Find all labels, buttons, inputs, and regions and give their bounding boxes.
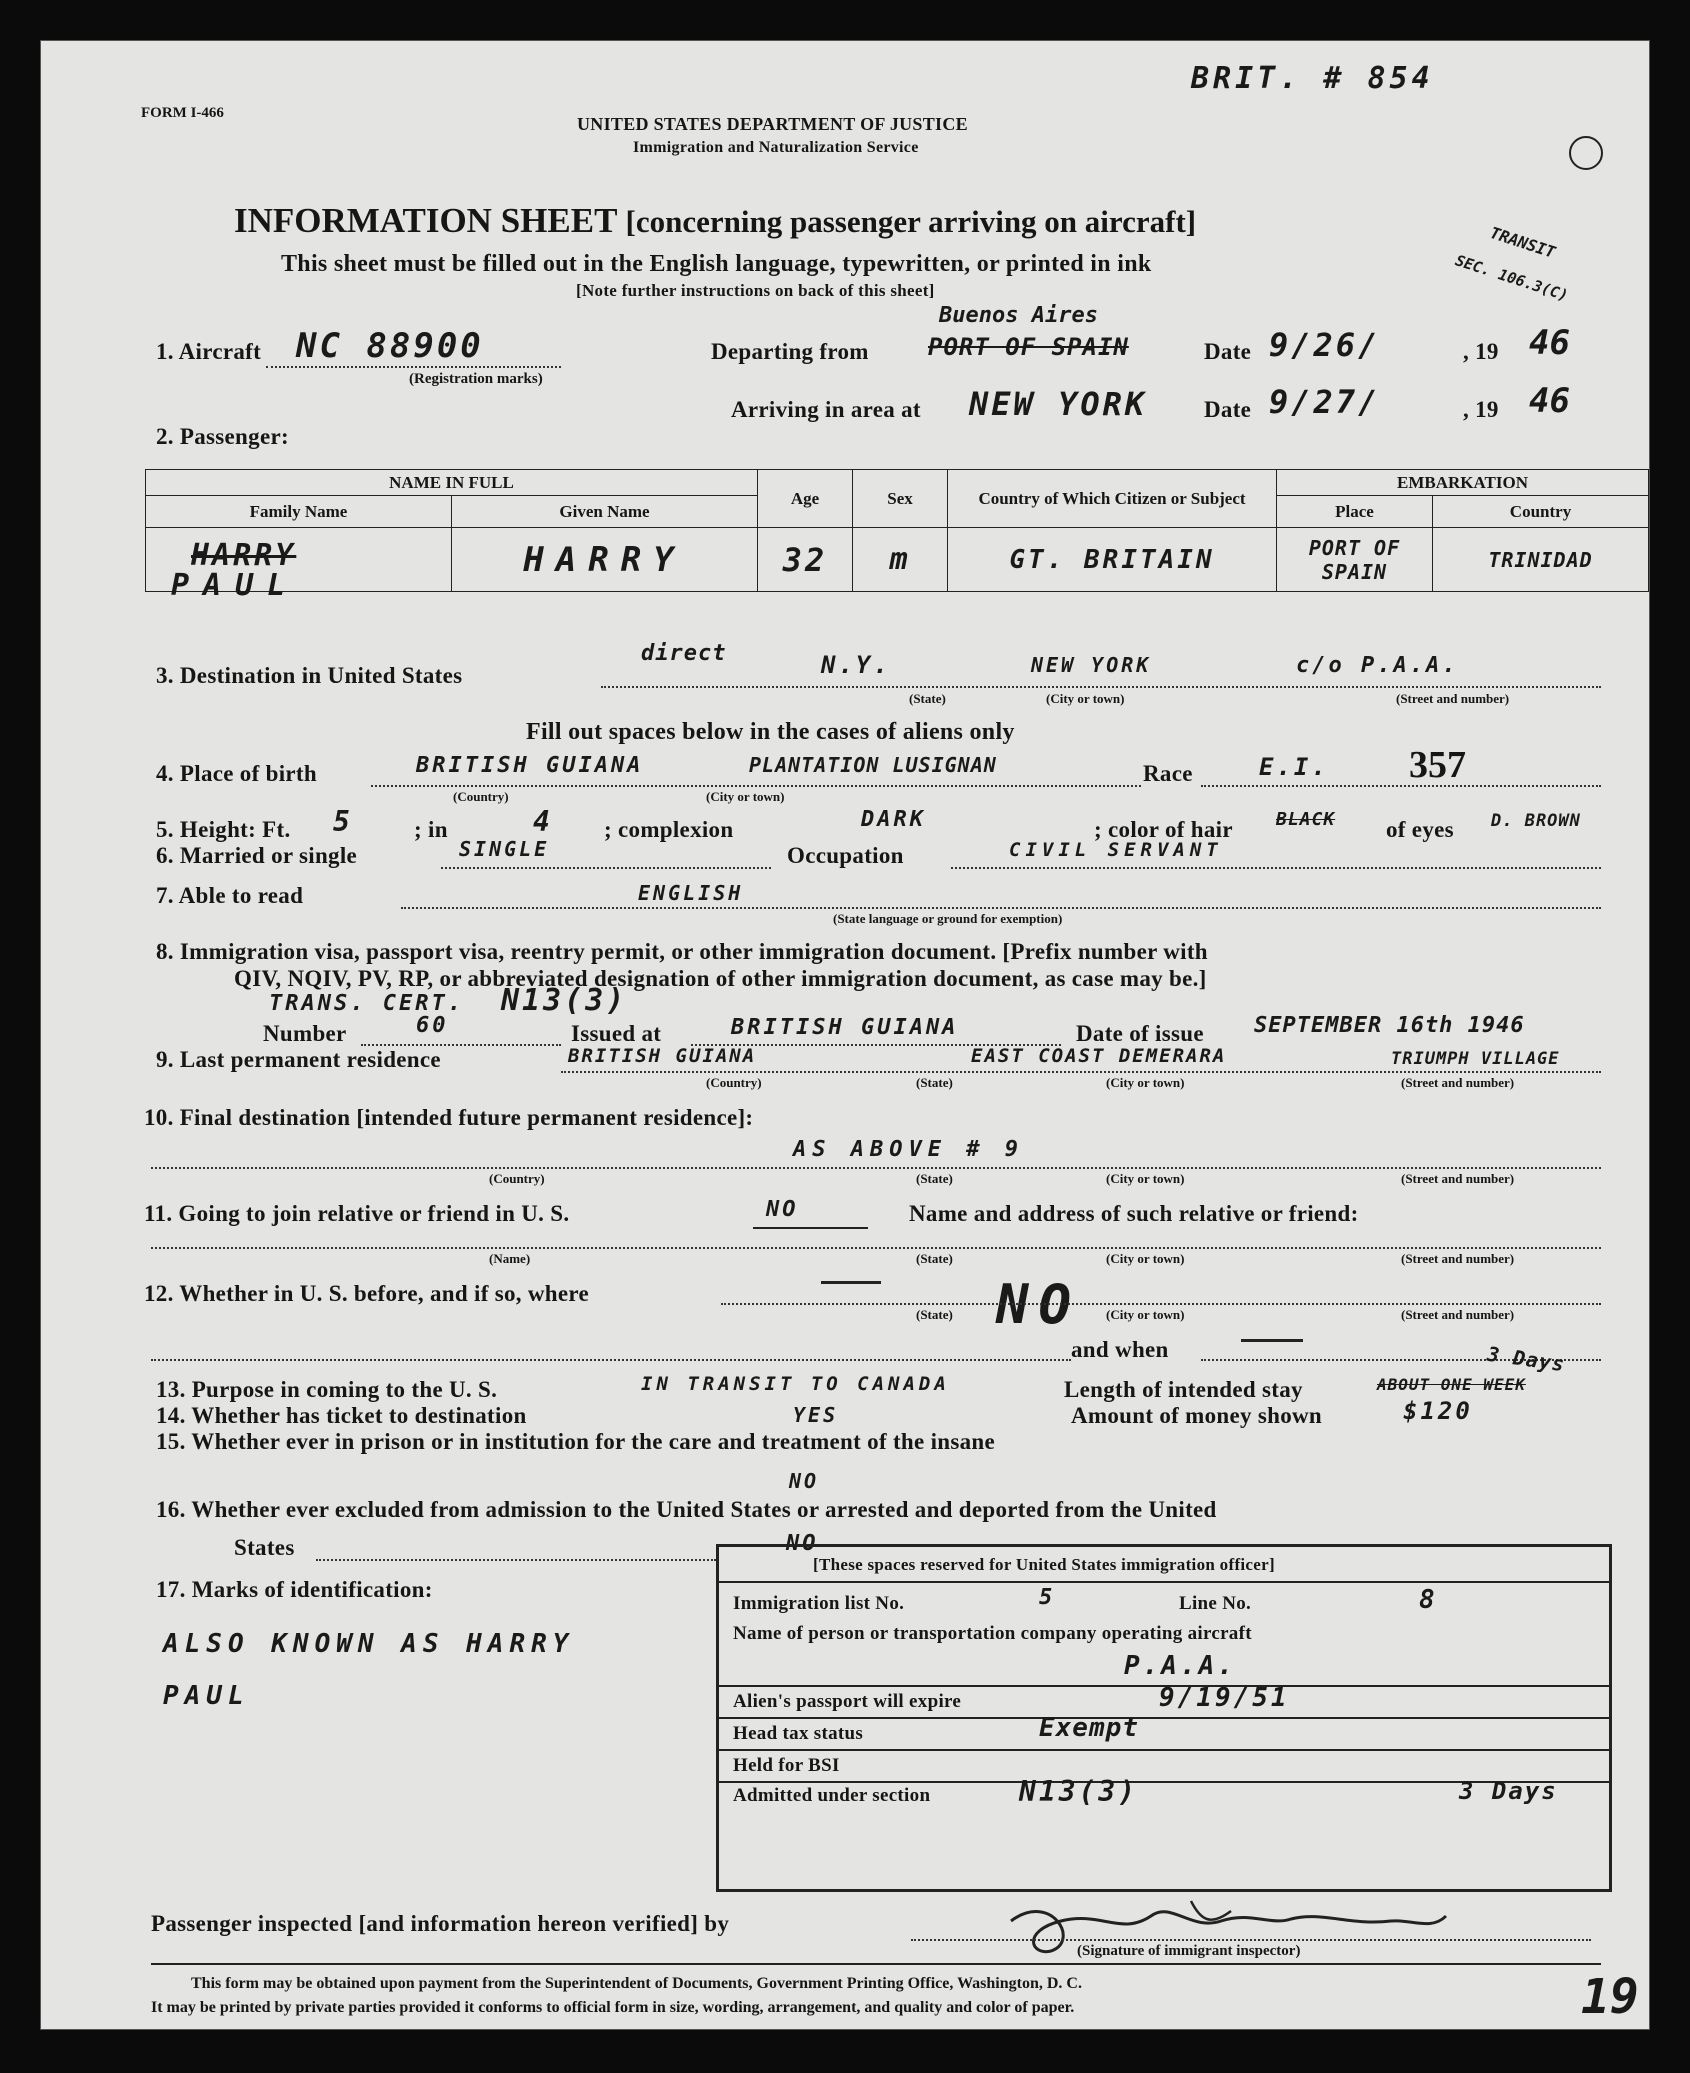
brit-number: BRIT. # 854 <box>1191 61 1434 96</box>
family-name-struck: HARRY <box>191 538 297 573</box>
money-label: Amount of money shown <box>1071 1403 1323 1428</box>
given-name-header: Given Name <box>452 496 758 528</box>
residence-country: BRITISH GUIANA <box>568 1045 757 1067</box>
aliens-heading: Fill out spaces below in the cases of aliens only <box>526 719 1015 745</box>
given-name-value: HARRY <box>523 539 686 580</box>
sex-cell <box>853 528 948 592</box>
stay-struck: ABOUT ONE WEEK <box>1377 1375 1526 1394</box>
inspected-label: Passenger inspected [and information hereon verified] by <box>151 1911 730 1936</box>
money-value: $120 <box>1403 1397 1473 1425</box>
arrive-date: 9/27/ <box>1269 383 1381 421</box>
caption-name-11: (Name) <box>489 1251 531 1266</box>
emb-country-value: TRINIDAD <box>1488 547 1593 572</box>
previous-visit-label: 12. Whether in U. S. before, and if so, where <box>144 1281 589 1306</box>
ticket-label: 14. Whether has ticket to destination <box>156 1403 527 1428</box>
excluded-value: NO <box>786 1531 819 1556</box>
depart-date: 9/26/ <box>1269 326 1381 364</box>
arrive-year: 46 <box>1529 381 1570 421</box>
department-name: UNITED STATES DEPARTMENT OF JUSTICE <box>577 114 968 134</box>
sex-header: Sex <box>853 470 948 528</box>
race-value: E.I. <box>1259 753 1329 781</box>
previous-visit-value: NO <box>996 1273 1082 1336</box>
issued-label: Issued at <box>571 1021 662 1046</box>
issued-value: BRITISH GUIANA <box>731 1015 959 1040</box>
officer-heading: [These spaces reserved for United States immigration officer] <box>813 1555 1275 1574</box>
form-title <box>234 201 1196 241</box>
family-name-cell <box>146 528 452 603</box>
race-code: 357 <box>1409 744 1466 786</box>
caption-state: (State) <box>909 691 946 706</box>
destination-state: N.Y. <box>821 651 891 679</box>
officer-box <box>716 1544 1612 1892</box>
caption-city: (City or town) <box>1046 691 1125 706</box>
family-name-corrected: PAUL <box>171 568 300 603</box>
passenger-table <box>145 469 1649 603</box>
list-label: Immigration list No. <box>733 1593 905 1614</box>
visa-label-1: 8. Immigration visa, passport visa, reentry permit, or other immigration document. [Prefix number with <box>156 939 1208 964</box>
caption-city-birth: (City or town) <box>706 789 785 804</box>
tax-label: Head tax status <box>733 1723 864 1744</box>
caption-state-11: (State) <box>916 1251 953 1266</box>
final-destination-label: 10. Final destination [intended future permanent residence]: <box>144 1105 754 1130</box>
read-caption: (State language or ground for exemption) <box>833 911 1063 926</box>
embarkation-header: EMBARKATION <box>1277 470 1649 496</box>
birth-label: 4. Place of birth <box>156 761 317 786</box>
title-sub: [concerning passenger arriving on aircraft] <box>625 204 1197 239</box>
excluded-label-2: States <box>234 1535 295 1560</box>
departing-label: Departing from <box>711 339 869 364</box>
hair-value: BLACK <box>1276 809 1336 830</box>
occupation-label: Occupation <box>787 843 904 868</box>
departing-correction: Buenos Aires <box>939 303 1098 328</box>
caption-street-9: (Street and number) <box>1401 1075 1515 1090</box>
citizen-header: Country of Which Citizen or Subject <box>948 470 1277 528</box>
form-note: [Note further instructions on back of this sheet] <box>576 281 935 300</box>
given-name-cell <box>452 528 758 592</box>
marks-value-1: ALSO KNOWN AS HARRY <box>163 1629 575 1659</box>
bsi-label: Held for BSI <box>733 1755 840 1776</box>
depart-year: 46 <box>1529 323 1570 363</box>
marital-label: 6. Married or single <box>156 843 358 868</box>
previous-visit-dash <box>821 1281 881 1284</box>
and-when-dash <box>1241 1339 1303 1342</box>
arrive-year-prefix: , 19 <box>1463 397 1499 422</box>
family-name-header: Family Name <box>146 496 452 528</box>
line-value: 8 <box>1419 1585 1438 1615</box>
arriving-label: Arriving in area at <box>731 397 921 422</box>
race-label: Race <box>1143 761 1193 786</box>
residence-label: 9. Last permanent residence <box>156 1047 441 1072</box>
footer-note-1: This form may be obtained upon payment from the Superintendent of Documents, Government Printing Office, Washington, D. C. <box>191 1975 1082 1992</box>
section-note: SEC. 106.3(C) <box>1453 251 1571 305</box>
doc-number: 60 <box>416 1013 449 1038</box>
caption-street-11: (Street and number) <box>1401 1251 1515 1266</box>
service-name: Immigration and Naturalization Service <box>633 139 919 156</box>
stay-label: Length of intended stay <box>1064 1377 1303 1402</box>
caption-state-9: (State) <box>916 1075 953 1090</box>
join-relative-underline <box>753 1227 868 1229</box>
transit-note: TRANSIT <box>1487 223 1558 262</box>
footer-note-2: It may be printed by private parties provided it conforms to official form in size, wording, arrangement, and quality and color of paper. <box>151 1999 1075 2016</box>
admitted-label: Admitted under section <box>733 1785 931 1806</box>
place-line-2: SPAIN <box>1321 559 1388 584</box>
inches-label: ; in <box>414 817 448 842</box>
height-ft: 5 <box>333 805 353 838</box>
purpose-label: 13. Purpose in coming to the U. S. <box>156 1377 498 1402</box>
caption-state-10: (State) <box>916 1171 953 1186</box>
doc-number-label: Number <box>263 1021 347 1046</box>
depart-year-prefix: , 19 <box>1463 339 1499 364</box>
caption-country: (Country) <box>453 789 509 804</box>
form-sheet <box>40 40 1650 2030</box>
destination-street: c/o P.A.A. <box>1296 653 1459 678</box>
stay-corrected: 3 Days <box>1485 1341 1567 1377</box>
title-main: INFORMATION SHEET <box>234 201 617 240</box>
admitted-days: 3 Days <box>1459 1777 1558 1805</box>
caption-street-10: (Street and number) <box>1401 1171 1515 1186</box>
height-in: 4 <box>533 805 553 838</box>
list-value: 5 <box>1039 1585 1056 1610</box>
caption-state-12: (State) <box>916 1307 953 1322</box>
read-label: 7. Able to read <box>156 883 304 908</box>
emb-country-cell <box>1433 528 1649 592</box>
passport-value: 9/19/51 <box>1159 1683 1290 1713</box>
aircraft-value: NC 88900 <box>296 326 484 366</box>
caption-city-12: (City or town) <box>1106 1307 1185 1322</box>
page-mark: 19 <box>1581 1969 1639 2025</box>
marital-value: SINGLE <box>459 837 550 861</box>
registration-caption: (Registration marks) <box>409 371 543 387</box>
destination-direct: direct <box>641 641 727 666</box>
caption-street: (Street and number) <box>1396 691 1510 706</box>
read-value: ENGLISH <box>638 881 744 905</box>
passport-label: Alien's passport will expire <box>733 1691 962 1712</box>
age-header: Age <box>758 470 853 528</box>
excluded-label-1: 16. Whether ever excluded from admission to the United States or arrested and deported from the United <box>156 1497 1217 1522</box>
caption-street-12: (Street and number) <box>1401 1307 1515 1322</box>
place-header: Place <box>1277 496 1433 528</box>
residence-street: TRIUMPH VILLAGE <box>1391 1049 1560 1069</box>
place-cell <box>1277 528 1433 592</box>
join-relative-label: 11. Going to join relative or friend in U. S. <box>144 1201 570 1226</box>
issue-date-label: Date of issue <box>1076 1021 1204 1046</box>
arriving-value: NEW YORK <box>969 385 1148 423</box>
caption-city-10: (City or town) <box>1106 1171 1185 1186</box>
doc-code: N13(3) <box>501 983 628 1018</box>
line-label: Line No. <box>1179 1593 1252 1614</box>
admitted-value: N13(3) <box>1019 1775 1139 1808</box>
visa-label-2: QIV, NQIV, PV, RP, or abbreviated designation of other immigration document, as case may be.] <box>234 966 1207 991</box>
final-destination-value: AS ABOVE # 9 <box>793 1137 1024 1162</box>
marks-label: 17. Marks of identification: <box>156 1577 433 1602</box>
form-number: FORM I-466 <box>141 105 224 121</box>
citizen-value: GT. BRITAIN <box>1009 544 1215 575</box>
marks-value-2: PAUL <box>163 1681 250 1711</box>
place-line-1: PORT OF <box>1308 535 1401 560</box>
complexion-value: DARK <box>861 807 926 832</box>
name-in-full-header: NAME IN FULL <box>146 470 758 496</box>
eyes-value: D. BROWN <box>1491 811 1581 831</box>
tax-value: Exempt <box>1039 1713 1139 1743</box>
caption-country-9: (Country) <box>706 1075 762 1090</box>
occupation-value: CIVIL SERVANT <box>1009 839 1223 861</box>
purpose-value: IN TRANSIT TO CANADA <box>641 1373 950 1395</box>
doc-type: TRANS. CERT. <box>269 991 464 1016</box>
aircraft-label: 1. Aircraft <box>156 339 262 364</box>
passenger-label: 2. Passenger: <box>156 424 289 449</box>
eyes-label: of eyes <box>1386 817 1454 842</box>
birth-city: PLANTATION LUSIGNAN <box>749 753 997 777</box>
caption-city-9: (City or town) <box>1106 1075 1185 1090</box>
height-label: 5. Height: Ft. <box>156 817 291 842</box>
company-value: P.A.A. <box>1124 1651 1236 1681</box>
caption-country-10: (Country) <box>489 1171 545 1186</box>
birth-country: BRITISH GUIANA <box>416 753 644 778</box>
issue-date: SEPTEMBER 16th 1946 <box>1254 1013 1525 1038</box>
prison-value: NO <box>789 1469 820 1493</box>
signature-caption: (Signature of immigrant inspector) <box>1077 1943 1301 1959</box>
caption-city-11: (City or town) <box>1106 1251 1185 1266</box>
destination-city: NEW YORK <box>1031 653 1152 677</box>
and-when-label: and when <box>1071 1337 1169 1362</box>
hole-punch-mark <box>1569 136 1603 170</box>
depart-date-label: Date <box>1204 339 1252 364</box>
age-cell <box>758 528 853 592</box>
sex-value: m <box>889 542 911 577</box>
age-value: 32 <box>782 540 828 579</box>
destination-label: 3. Destination in United States <box>156 663 463 688</box>
prison-label: 15. Whether ever in prison or in institution for the care and treatment of the insane <box>156 1429 996 1454</box>
residence-state: EAST COAST DEMERARA <box>971 1045 1227 1067</box>
join-relative-value: NO <box>766 1197 799 1222</box>
emb-country-header: Country <box>1433 496 1649 528</box>
relative-name-label: Name and address of such relative or friend: <box>909 1201 1359 1226</box>
complexion-label: ; complexion <box>604 817 734 842</box>
arrive-date-label: Date <box>1204 397 1252 422</box>
form-instruction: This sheet must be filled out in the English language, typewritten, or printed in ink <box>281 251 1152 277</box>
hair-label: ; color of hair <box>1094 817 1233 842</box>
departing-struck: PORT OF SPAIN <box>928 333 1129 361</box>
ticket-value: YES <box>793 1403 839 1427</box>
citizen-cell <box>948 528 1277 592</box>
company-label: Name of person or transportation company operating aircraft <box>733 1623 1252 1644</box>
